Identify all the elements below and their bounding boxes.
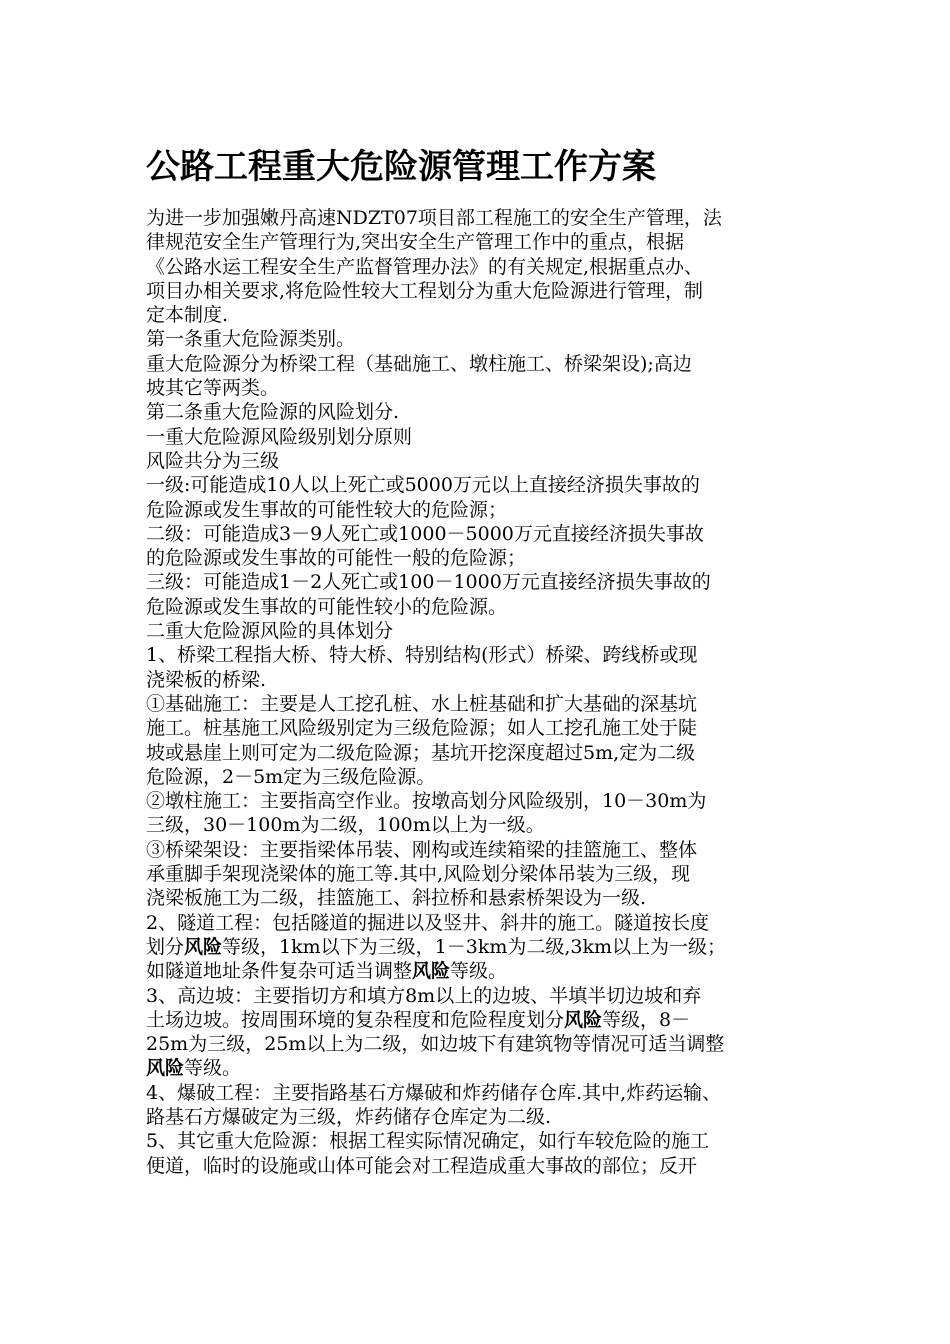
document-body (146, 206, 818, 1178)
line-text: 2、隧道工程：包括隧道的掘进以及竖井、斜井的施工。隧道按长度 (146, 911, 710, 934)
body-line (146, 449, 818, 473)
line-text: 二级：可能造成3－9人死亡或1000－5000万元直接经济损失事故 (146, 522, 704, 545)
body-line (146, 473, 818, 497)
line-text: 定本制度. (146, 304, 229, 327)
line-text: 危险源或发生事故的可能性较小的危险源。 (146, 595, 508, 618)
line-text: 划分 (146, 935, 185, 958)
body-line (146, 595, 818, 619)
line-text: 一重大危险源风险级别划分原则 (146, 425, 413, 448)
body-line (146, 522, 818, 546)
body-line (146, 255, 818, 279)
line-text: 项目办相关要求,将危险性较大工程划分为重大危险源进行管理，制 (146, 279, 704, 302)
body-line (146, 425, 818, 449)
body-line (146, 741, 818, 765)
line-text: 5、其它重大危险源：根据工程实际情况确定，如行车较危险的施工 (146, 1130, 710, 1153)
body-line (146, 327, 818, 351)
body-line (146, 1056, 818, 1080)
line-text: 重大危险源分为桥梁工程（基础施工、墩柱施工、桥梁架设);高边 (146, 352, 692, 375)
line-text: 浇梁板施工为二级，挂篮施工、斜拉桥和悬索桥架设为一级. (146, 887, 647, 910)
body-line (146, 765, 818, 789)
line-text: 等级。 (184, 1057, 242, 1080)
line-text: 第二条重大危险源的风险划分. (146, 401, 400, 424)
line-text: ③桥梁架设：主要指梁体吊装、刚构或连续箱梁的挂篮施工、整体 (146, 838, 698, 861)
body-line (146, 303, 818, 327)
line-text: 为进一步加强嫩丹高速NDZT07项目部工程施工的安全生产管理，法 (146, 207, 722, 229)
line-text: 如隧道地址条件复杂可适当调整 (146, 960, 413, 983)
line-text: 浇梁板的桥梁. (146, 668, 267, 691)
line-text: 《公路水运工程安全生产监督管理办法》的有关规定,根据重点办、 (146, 255, 704, 278)
line-text: 便道，临时的设施或山体可能会对工程造成重大事故的部位；反开 (146, 1154, 698, 1177)
body-line (146, 619, 818, 643)
line-text: 危险源或发生事故的可能性较大的危险源； (146, 498, 508, 521)
line-text: 25m为三级，25m以上为二级，如边坡下有建筑物等情况可适当调整 (146, 1033, 725, 1056)
body-line (146, 838, 818, 862)
body-line (146, 886, 818, 910)
line-text: 路基石方爆破定为三级，炸药储存仓库定为二级. (146, 1105, 552, 1128)
body-line (146, 911, 818, 935)
body-line (146, 400, 818, 424)
line-text: 的危险源或发生事故的可能性一般的危险源； (146, 547, 527, 570)
line-text: 等级，8－ (602, 1008, 691, 1031)
keyword-emphasis: 风险 (184, 935, 223, 958)
line-text: 等级。 (450, 960, 508, 983)
line-text: 律规范安全生产管理行为,突出安全生产管理工作中的重点，根据 (146, 231, 685, 254)
body-line (146, 1154, 818, 1178)
keyword-emphasis: 风险 (412, 960, 451, 983)
line-text: 二重大危险源风险的具体划分 (146, 620, 394, 643)
line-text: 三级，30－100m为二级，100m以上为一级。 (146, 814, 545, 837)
body-line (146, 498, 818, 522)
line-text: 第一条重大危险源类别。 (146, 328, 356, 351)
line-text: 三级：可能造成1－2人死亡或100－1000万元直接经济损失事故的 (146, 571, 711, 594)
body-line (146, 789, 818, 813)
body-line (146, 862, 818, 886)
body-line (146, 1081, 818, 1105)
line-text: 坡或悬崖上则可定为二级危险源；基坑开挖深度超过5m,定为二级 (146, 741, 696, 764)
line-text: 等级，1km以下为三级，1－3km为二级,3km以上为一级； (222, 935, 727, 958)
keyword-emphasis: 风险 (564, 1008, 603, 1031)
body-line (146, 546, 818, 570)
body-line (146, 813, 818, 837)
line-text: 1、桥梁工程指大桥、特大桥、特别结构(形式）桥梁、跨线桥或现 (146, 644, 698, 667)
body-line (146, 935, 818, 959)
line-text: 土场边坡。按周围环境的复杂程度和危险程度划分 (146, 1008, 565, 1031)
body-line (146, 230, 818, 254)
body-line (146, 959, 818, 983)
line-text: 施工。桩基施工风险级别定为三级危险源；如人工挖孔施工处于陡 (146, 717, 698, 740)
document-title: 公路工程重大危险源管理工作方案 (146, 147, 656, 187)
line-text: ②墩柱施工：主要指高空作业。按墩高划分风险级别，10－30m为 (146, 790, 707, 813)
body-line (146, 206, 818, 230)
body-line (146, 1032, 818, 1056)
line-text: 危险源，2－5m定为三级危险源。 (146, 765, 436, 788)
body-line (146, 692, 818, 716)
body-line (146, 1129, 818, 1153)
line-text: 风险共分为三级 (146, 449, 280, 472)
keyword-emphasis: 风险 (146, 1057, 185, 1080)
body-line (146, 643, 818, 667)
line-text: 一级:可能造成10人以上死亡或5000万元以上直接经济损失事故的 (146, 474, 700, 497)
line-text: 4、爆破工程：主要指路基石方爆破和炸药储存仓库.其中,炸药运输、 (146, 1081, 722, 1104)
body-line (146, 1105, 818, 1129)
line-text: 承重脚手架现浇梁体的施工等.其中,风险划分梁体吊装为三级，现 (146, 863, 691, 886)
body-line (146, 570, 818, 594)
body-line (146, 668, 818, 692)
body-line (146, 1008, 818, 1032)
body-line (146, 279, 818, 303)
body-line (146, 376, 818, 400)
line-text: 坡其它等两类。 (146, 377, 280, 400)
line-text: ①基础施工：主要是人工挖孔桩、水上桩基础和扩大基础的深基坑 (146, 692, 698, 715)
body-line (146, 352, 818, 376)
line-text: 3、高边坡：主要指切方和填方8m以上的边坡、半填半切边坡和弃 (146, 984, 702, 1007)
body-line (146, 716, 818, 740)
body-line (146, 984, 818, 1008)
